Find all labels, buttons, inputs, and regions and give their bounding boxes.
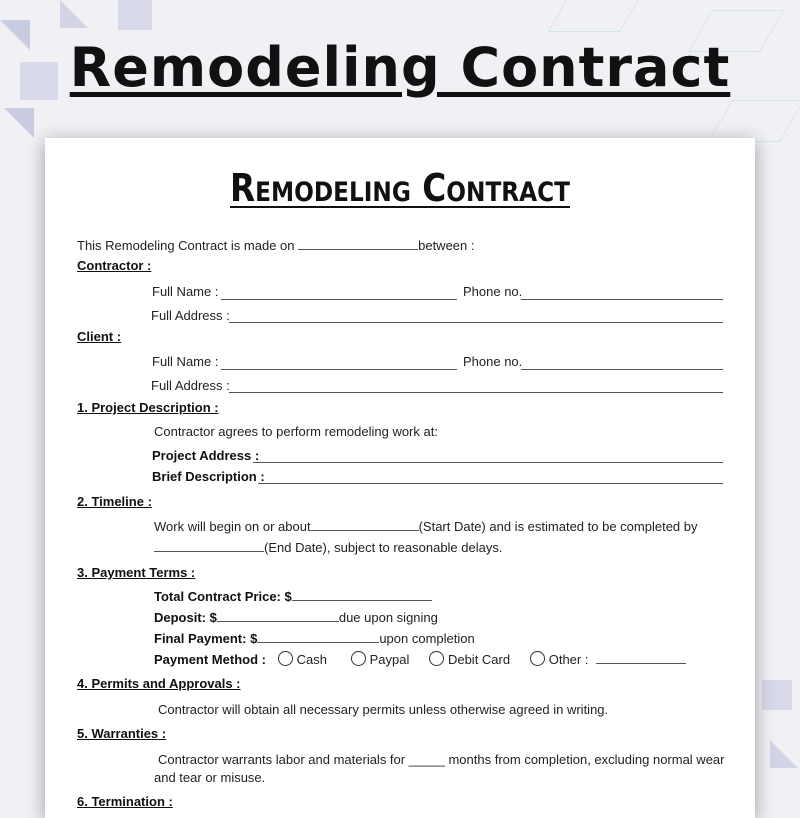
timeline-heading: 2. Timeline : xyxy=(77,494,152,509)
contractor-address-field[interactable] xyxy=(229,322,723,323)
option-label: Debit Card xyxy=(447,652,511,667)
project-address-label: Project Address : xyxy=(152,448,260,463)
brief-description-label: Brief Description : xyxy=(152,469,265,484)
warranties-heading: 5. Warranties : xyxy=(77,726,167,741)
deposit-line xyxy=(154,610,438,625)
total-price-line xyxy=(154,589,432,604)
permits-heading: 4. Permits and Approvals : xyxy=(77,676,241,691)
client-name-field[interactable] xyxy=(221,369,457,370)
option-label: Cash xyxy=(296,652,327,667)
client-address-field[interactable] xyxy=(229,392,723,393)
client-phone-label: Phone no. xyxy=(463,354,523,369)
date-field[interactable] xyxy=(298,238,418,250)
decor-square xyxy=(118,0,152,30)
final-payment-line xyxy=(154,631,475,646)
final-payment-label: Final Payment: $ xyxy=(154,631,258,646)
timeline-line-2 xyxy=(154,540,502,555)
termination-heading: 6. Termination : xyxy=(77,794,173,809)
deposit-note: due upon signing xyxy=(338,610,438,625)
client-address-label: Full Address : xyxy=(151,378,230,393)
start-date-field[interactable] xyxy=(311,519,419,531)
contractor-heading: Contractor : xyxy=(77,258,152,273)
payment-terms-heading: 3. Payment Terms : xyxy=(77,565,196,580)
intro-line xyxy=(77,238,474,253)
payment-option-debit-card[interactable] xyxy=(429,652,510,667)
payment-option-paypal[interactable] xyxy=(351,652,410,667)
project-description-text: Contractor agrees to perform remodeling work at: xyxy=(154,424,438,439)
option-label: Paypal xyxy=(369,652,410,667)
client-heading: Client : xyxy=(77,329,122,344)
decor-triangle xyxy=(60,0,88,28)
final-payment-note: upon completion xyxy=(379,631,475,646)
banner-title: Remodeling Contract xyxy=(69,36,731,99)
payment-option-other[interactable] xyxy=(530,652,589,667)
other-method-field[interactable] xyxy=(596,652,686,664)
radio-cash[interactable] xyxy=(278,651,293,666)
option-label: Other : xyxy=(548,652,589,667)
final-payment-field[interactable] xyxy=(257,631,379,643)
contract-document xyxy=(45,138,755,818)
document-title: Remodeling Contract xyxy=(229,166,571,210)
contractor-address-label: Full Address : xyxy=(151,308,230,323)
timeline-text-middle: (Start Date) and is estimated to be completed by xyxy=(418,519,698,534)
deposit-label: Deposit: $ xyxy=(154,610,217,625)
contractor-phone-label: Phone no. xyxy=(463,284,523,299)
decor-square xyxy=(762,680,792,710)
timeline-text-end: (End Date), subject to reasonable delays. xyxy=(264,540,503,555)
radio-debit-card[interactable] xyxy=(429,651,444,666)
client-name-label: Full Name : xyxy=(152,354,219,369)
project-description-heading: 1. Project Description : xyxy=(77,400,219,415)
intro-text: This Remodeling Contract is made on xyxy=(77,238,299,253)
total-price-field[interactable] xyxy=(292,589,432,601)
warranties-line-2: and tear or misuse. xyxy=(154,770,266,785)
contractor-phone-field[interactable] xyxy=(521,299,723,300)
timeline-line-1 xyxy=(154,519,698,534)
client-phone-field[interactable] xyxy=(521,369,723,370)
radio-other[interactable] xyxy=(530,651,545,666)
decor-triangle xyxy=(4,108,34,138)
timeline-text-start: Work will begin on or about xyxy=(154,519,311,534)
payment-option-cash[interactable] xyxy=(278,652,327,667)
intro-text-after: between : xyxy=(418,238,475,253)
decor-triangle xyxy=(770,740,798,768)
deposit-field[interactable] xyxy=(217,610,339,622)
decor-hexagon xyxy=(708,100,800,142)
payment-method-label: Payment Method : xyxy=(154,652,266,667)
radio-paypal[interactable] xyxy=(351,651,366,666)
permits-text: Contractor will obtain all necessary permits unless otherwise agreed in writing. xyxy=(158,702,609,717)
decor-hexagon xyxy=(548,0,644,32)
project-address-field[interactable] xyxy=(253,462,723,463)
end-date-field[interactable] xyxy=(154,540,264,552)
payment-method-line xyxy=(154,651,686,667)
brief-description-field[interactable] xyxy=(258,483,723,484)
contractor-name-label: Full Name : xyxy=(152,284,219,299)
contractor-name-field[interactable] xyxy=(221,299,457,300)
total-price-label: Total Contract Price: $ xyxy=(154,589,292,604)
warranties-line-1: Contractor warrants labor and materials for _____ months from completion, excluding normal wear xyxy=(158,752,725,767)
